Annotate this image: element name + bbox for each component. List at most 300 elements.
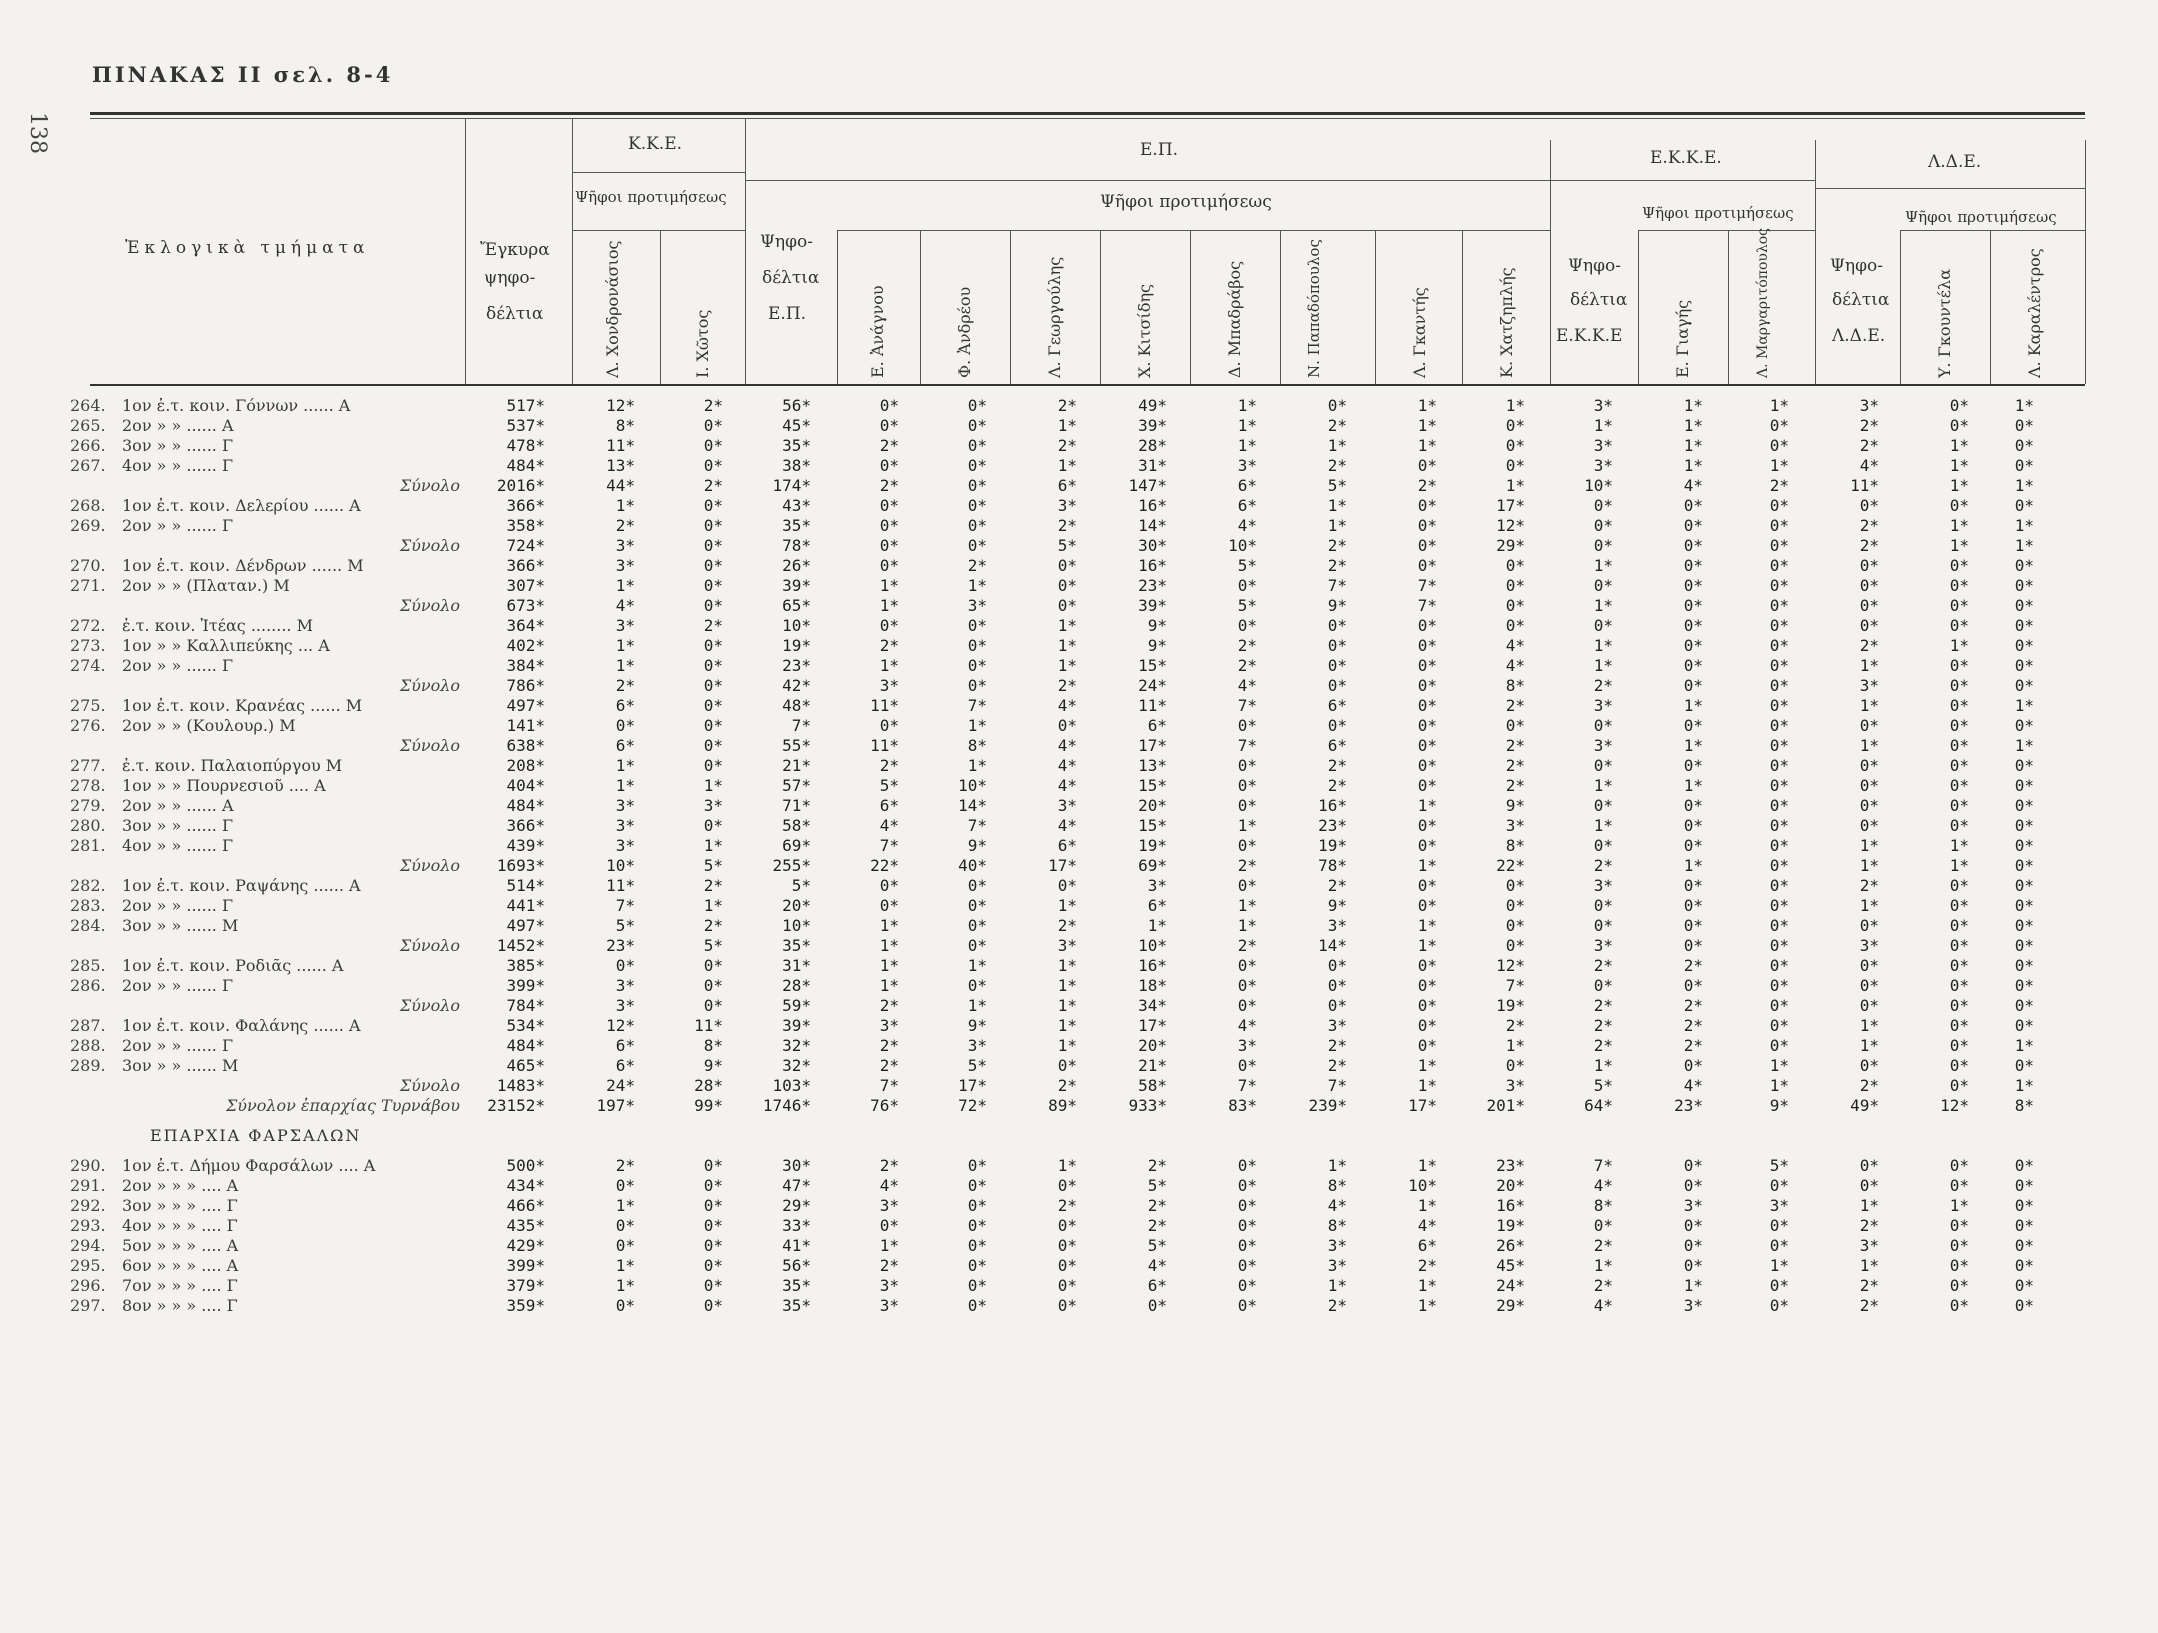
cell-value: 366* [506, 556, 545, 575]
cell-value: 2* [1237, 656, 1257, 675]
cell-value: 2* [1859, 1216, 1879, 1235]
cell-value: 0* [615, 1216, 635, 1235]
total-label: Σύνολο [399, 996, 460, 1015]
cell-value: 3* [1327, 1256, 1347, 1275]
cell-value: 0* [1683, 556, 1703, 575]
cell-value: 1* [1949, 836, 1969, 855]
cell-value: 0* [703, 636, 723, 655]
col-header-valid-1: Ἔγκυρα [480, 240, 550, 260]
cell-value: 14* [1318, 936, 1347, 955]
cell-value: 2* [879, 436, 899, 455]
cell-value: 3* [1593, 456, 1613, 475]
cell-value: 0* [1593, 836, 1613, 855]
cell-value: 0* [1949, 816, 1969, 835]
cell-value: 3* [1147, 876, 1167, 895]
cell-value: 56* [782, 1256, 811, 1275]
row-number [70, 936, 122, 956]
cell-value: 0* [1949, 1236, 1969, 1255]
cell-value: 0* [1683, 916, 1703, 935]
cell-value: 2* [703, 876, 723, 895]
cell-value: 9* [1147, 636, 1167, 655]
cell-value: 5* [1327, 476, 1347, 495]
cell-value: 1* [879, 936, 899, 955]
cell-value: 0* [1593, 496, 1613, 515]
cell-value: 0* [2014, 896, 2034, 915]
district-label: 1ον » » Καλλιπεύκης ... Α [122, 636, 330, 655]
cell-value: 0* [1505, 456, 1525, 475]
cell-value: 0* [1949, 976, 1969, 995]
cell-value: 933* [1128, 1096, 1167, 1115]
cell-value: 1* [1683, 1276, 1703, 1295]
cell-value: 35* [782, 516, 811, 535]
header-divider [465, 118, 466, 384]
cell-value: 0* [1237, 1236, 1257, 1255]
cell-value: 2* [1147, 1196, 1167, 1215]
cell-value: 0* [2014, 716, 2034, 735]
district-label: 1ον » » Πουρνεσιοῦ .... Α [122, 776, 326, 795]
cell-value: 0* [1327, 616, 1347, 635]
cell-value: 0* [2014, 996, 2034, 1015]
cell-value: 23152* [487, 1096, 545, 1115]
cell-value: 5* [1147, 1176, 1167, 1195]
cell-value: 0* [1949, 1056, 1969, 1075]
cell-value: 2* [1327, 1056, 1347, 1075]
results-table [70, 396, 2034, 1316]
cell-value: 8* [2014, 1096, 2034, 1115]
cell-value: 0* [1683, 1176, 1703, 1195]
cell-value: 0* [1859, 556, 1879, 575]
cell-value: 0* [2014, 976, 2034, 995]
cand-ep-4: Χ. Κιτσίδης [1135, 283, 1154, 378]
cell-value: 1* [1417, 1076, 1437, 1095]
cand-divider [1990, 230, 1991, 384]
cell-value: 1* [1057, 1036, 1077, 1055]
cell-value: 0* [2014, 856, 2034, 875]
cell-value: 2* [703, 616, 723, 635]
cell-value: 201* [1486, 1096, 1525, 1115]
cell-value: 0* [1237, 716, 1257, 735]
cell-value: 1* [1237, 416, 1257, 435]
header-divider [2085, 140, 2086, 384]
cell-value: 0* [1949, 596, 1969, 615]
cell-value: 0* [1593, 976, 1613, 995]
cell-value: 3* [615, 796, 635, 815]
cell-value: 0* [1237, 1276, 1257, 1295]
cell-value: 786* [506, 676, 545, 695]
district-label: 4ον » » » .... Γ [122, 1216, 238, 1235]
cell-value: 4* [1237, 676, 1257, 695]
cell-value: 0* [1505, 916, 1525, 935]
cell-value: 0* [703, 996, 723, 1015]
cell-value: 15* [1138, 776, 1167, 795]
cell-value: 0* [1593, 576, 1613, 595]
cell-value: 0* [1859, 816, 1879, 835]
row-number [70, 596, 122, 616]
cell-value: 17* [958, 1076, 987, 1095]
cell-value: 15* [1138, 656, 1167, 675]
cell-value: 72* [958, 1096, 987, 1115]
cell-value: 1* [1327, 1276, 1347, 1295]
district-label: 8ον » » » .... Γ [122, 1296, 238, 1315]
cell-value: 32* [782, 1036, 811, 1055]
cell-value: 103* [772, 1076, 811, 1095]
cell-value: 7* [967, 696, 987, 715]
cell-value: 2* [1683, 1036, 1703, 1055]
cell-value: 2* [1327, 556, 1347, 575]
cell-value: 0* [1769, 1176, 1789, 1195]
cell-value: 2* [1859, 1296, 1879, 1315]
cell-value: 0* [967, 536, 987, 555]
cell-value: 0* [703, 1276, 723, 1295]
cell-value: 0* [703, 736, 723, 755]
total-row [70, 1096, 2034, 1116]
cell-value: 6* [615, 1036, 635, 1055]
cell-value: 1* [2014, 396, 2034, 415]
cell-value: 1* [1505, 476, 1525, 495]
cell-value: 3* [1683, 1296, 1703, 1315]
cell-value: 1* [1683, 456, 1703, 475]
cell-value: 3* [1859, 936, 1879, 955]
cell-value: 29* [1496, 1296, 1525, 1315]
cell-value: 0* [1417, 636, 1437, 655]
row-number: 295. [70, 1256, 106, 1275]
cell-value: 3* [1057, 496, 1077, 515]
cell-value: 0* [1417, 676, 1437, 695]
cell-value: 0* [1057, 1236, 1077, 1255]
ep-pref: Ψῆφοι προτιμήσεως [1100, 192, 1272, 212]
cell-value: 0* [1327, 656, 1347, 675]
cell-value: 9* [703, 1056, 723, 1075]
total-label: Σύνολο [399, 536, 460, 555]
table-row [70, 1236, 2034, 1256]
cell-value: 0* [967, 616, 987, 635]
cell-value: 0* [2014, 776, 2034, 795]
cell-value: 1* [1859, 836, 1879, 855]
cell-value: 0* [1237, 1196, 1257, 1215]
cell-value: 0* [967, 976, 987, 995]
cell-value: 10* [958, 776, 987, 795]
cell-value: 0* [1949, 496, 1969, 515]
cand-divider [1638, 230, 1639, 384]
cell-value: 23* [1674, 1096, 1703, 1115]
cell-value: 0* [1949, 1156, 1969, 1175]
cell-value: 0* [1769, 536, 1789, 555]
cell-value: 3* [1327, 916, 1347, 935]
cell-value: 16* [1138, 496, 1167, 515]
header-bottom-rule [90, 384, 2085, 386]
cell-value: 0* [967, 916, 987, 935]
cell-value: 0* [2014, 796, 2034, 815]
cell-value: 0* [1683, 876, 1703, 895]
district-label: 2ον » » ...... Γ [122, 656, 234, 675]
cell-value: 141* [506, 716, 545, 735]
cell-value: 6* [615, 736, 635, 755]
table-row [70, 1216, 2034, 1236]
cell-value: 0* [1417, 736, 1437, 755]
cell-value: 57* [782, 776, 811, 795]
cell-value: 0* [1769, 896, 1789, 915]
district-label: 2ον » » (Κουλουρ.) Μ [122, 716, 296, 735]
lde-ballots-3: Λ.Δ.Ε. [1832, 326, 1886, 346]
cell-value: 6* [1327, 696, 1347, 715]
cell-value: 0* [1505, 596, 1525, 615]
cell-value: 364* [506, 616, 545, 635]
cell-value: 1* [1057, 996, 1077, 1015]
district-label: 2ον » » (Πλαταν.) Μ [122, 576, 290, 595]
cell-value: 0* [1237, 836, 1257, 855]
cell-value: 22* [1496, 856, 1525, 875]
cell-value: 1* [1327, 516, 1347, 535]
cell-value: 28* [694, 1076, 723, 1095]
cell-value: 20* [782, 896, 811, 915]
cell-value: 7* [1237, 696, 1257, 715]
table-row [70, 756, 2034, 776]
cell-value: 22* [870, 856, 899, 875]
cell-value: 366* [506, 496, 545, 515]
cell-value: 0* [1237, 776, 1257, 795]
ekke-ballots-3: Ε.Κ.Κ.Ε [1556, 326, 1623, 346]
total-row [70, 676, 2034, 696]
header-divider [745, 118, 746, 384]
cell-value: 1* [615, 576, 635, 595]
district-label: 1ον ἐ.τ. κοιν. Ροδιᾶς ...... Α [122, 956, 344, 975]
table-row [70, 1176, 2034, 1196]
cell-value: 0* [1859, 756, 1879, 775]
cell-value: 4* [1057, 736, 1077, 755]
cell-value: 0* [703, 576, 723, 595]
cell-value: 478* [506, 436, 545, 455]
cell-value: 0* [2014, 616, 2034, 635]
row-number: 290. [70, 1156, 106, 1175]
cell-value: 3* [1859, 1236, 1879, 1255]
cell-value: 69* [1138, 856, 1167, 875]
row-number [70, 856, 122, 876]
district-label: 1ον ἐ.τ. κοιν. Γόννων ...... Α [122, 396, 351, 415]
cell-value: 89* [1048, 1096, 1077, 1115]
cell-value: 0* [703, 536, 723, 555]
header-rule [572, 172, 745, 173]
cell-value: 9* [1147, 616, 1167, 635]
cell-value: 12* [606, 1016, 635, 1035]
cell-value: 1* [1057, 416, 1077, 435]
cell-value: 0* [1505, 416, 1525, 435]
cell-value: 0* [2014, 556, 2034, 575]
cand-divider [1010, 230, 1011, 384]
cell-value: 0* [1237, 1156, 1257, 1175]
cell-value: 0* [703, 1216, 723, 1235]
cell-value: 0* [1859, 596, 1879, 615]
cell-value: 3* [703, 796, 723, 815]
cell-value: 0* [1683, 576, 1703, 595]
cell-value: 0* [879, 716, 899, 735]
cell-value: 0* [1859, 496, 1879, 515]
cell-value: 0* [879, 1216, 899, 1235]
cell-value: 7* [1327, 576, 1347, 595]
cell-value: 2* [1859, 536, 1879, 555]
cell-value: 1* [1859, 896, 1879, 915]
cell-value: 0* [703, 656, 723, 675]
cell-value: 5* [1147, 1236, 1167, 1255]
cell-value: 2* [1505, 1016, 1525, 1035]
cell-value: 0* [1769, 1016, 1789, 1035]
cell-value: 58* [782, 816, 811, 835]
cell-value: 7* [1417, 596, 1437, 615]
cell-value: 7* [1593, 1156, 1613, 1175]
cell-value: 0* [1859, 776, 1879, 795]
row-number: 289. [70, 1056, 106, 1075]
cell-value: 2* [1057, 1076, 1077, 1095]
row-number: 297. [70, 1296, 106, 1315]
cell-value: 1* [615, 776, 635, 795]
cell-value: 40* [958, 856, 987, 875]
cell-value: 3* [1593, 396, 1613, 415]
cell-value: 0* [703, 716, 723, 735]
cell-value: 17* [1048, 856, 1077, 875]
row-number: 286. [70, 976, 106, 995]
cell-value: 1* [879, 976, 899, 995]
cell-value: 17* [1496, 496, 1525, 515]
lde-pref: Ψῆφοι προτιμήσεως [1905, 208, 2057, 226]
row-number [70, 736, 122, 756]
total-label: Σύνολο [399, 856, 460, 875]
cell-value: 0* [1949, 756, 1969, 775]
cell-value: 1* [703, 896, 723, 915]
cell-value: 1* [1417, 396, 1437, 415]
cell-value: 13* [606, 456, 635, 475]
row-number: 281. [70, 836, 106, 855]
cell-value: 5* [791, 876, 811, 895]
cell-value: 5* [1057, 536, 1077, 555]
cell-value: 76* [870, 1096, 899, 1115]
cell-value: 17* [1138, 736, 1167, 755]
lde-ballots-1: Ψηφο- [1830, 256, 1883, 276]
cell-value: 3* [1593, 436, 1613, 455]
cell-value: 3* [615, 536, 635, 555]
cell-value: 0* [879, 896, 899, 915]
table-row [70, 1276, 2034, 1296]
cell-value: 404* [506, 776, 545, 795]
cell-value: 4* [1593, 1176, 1613, 1195]
cell-value: 0* [1949, 776, 1969, 795]
cell-value: 1746* [762, 1096, 811, 1115]
cand-divider [1375, 230, 1376, 384]
cell-value: 359* [506, 1296, 545, 1315]
cell-value: 2* [1147, 1216, 1167, 1235]
cell-value: 0* [1237, 756, 1257, 775]
cell-value: 19* [1496, 1216, 1525, 1235]
cell-value: 1* [879, 576, 899, 595]
district-label: 3ον » » ...... Μ [122, 916, 239, 935]
cell-value: 1* [1683, 776, 1703, 795]
cell-value: 10* [1228, 536, 1257, 555]
cell-value: 497* [506, 916, 545, 935]
cell-value: 1* [1683, 696, 1703, 715]
cell-value: 5* [703, 856, 723, 875]
ep-ballots-3: Ε.Π. [768, 304, 807, 324]
cell-value: 1* [1859, 656, 1879, 675]
cell-value: 0* [1417, 996, 1437, 1015]
header-divider [1815, 140, 1816, 384]
cell-value: 49* [1138, 396, 1167, 415]
cell-value: 0* [1593, 516, 1613, 535]
cell-value: 0* [1949, 696, 1969, 715]
cell-value: 0* [2014, 1016, 2034, 1035]
cell-value: 6* [1237, 496, 1257, 515]
cell-value: 1* [615, 636, 635, 655]
cell-value: 0* [967, 496, 987, 515]
cell-value: 0* [1683, 656, 1703, 675]
cell-value: 1* [1417, 436, 1437, 455]
total-label: Σύνολο [399, 596, 460, 615]
cell-value: 78* [1318, 856, 1347, 875]
top-rule [90, 112, 2085, 115]
cell-value: 11* [606, 436, 635, 455]
page-number: 138 [25, 112, 50, 154]
cell-value: 1* [2014, 516, 2034, 535]
cell-value: 39* [1138, 596, 1167, 615]
cell-value: 1* [1949, 636, 1969, 655]
cell-value: 3* [615, 616, 635, 635]
header-rule [1550, 180, 1815, 181]
cell-value: 1* [1237, 816, 1257, 835]
cell-value: 0* [1769, 556, 1789, 575]
cell-value: 1* [615, 1256, 635, 1275]
cell-value: 31* [782, 956, 811, 975]
cell-value: 23* [1318, 816, 1347, 835]
party-ep: Ε.Π. [1140, 140, 1179, 160]
cell-value: 0* [1057, 1256, 1077, 1275]
cell-value: 0* [703, 676, 723, 695]
cell-value: 1* [1237, 896, 1257, 915]
cell-value: 12* [1940, 1096, 1969, 1115]
cell-value: 1* [1057, 616, 1077, 635]
cell-value: 0* [1769, 996, 1789, 1015]
cell-value: 0* [1769, 656, 1789, 675]
cell-value: 0* [703, 496, 723, 515]
cell-value: 0* [1859, 576, 1879, 595]
cell-value: 0* [1859, 796, 1879, 815]
cell-value: 0* [1417, 836, 1437, 855]
district-label: 1ον ἐ.τ. κοιν. Φαλάνης ...... Α [122, 1016, 361, 1035]
cell-value: 1* [1417, 916, 1437, 935]
row-number: 270. [70, 556, 106, 575]
cell-value: 21* [1138, 1056, 1167, 1075]
cell-value: 7* [615, 896, 635, 915]
cell-value: 0* [1769, 976, 1789, 995]
cell-value: 4* [1057, 816, 1077, 835]
header-rule [837, 230, 1550, 231]
cand-ep-1: Ε. Ἀνάγνου [868, 285, 887, 378]
cell-value: 39* [782, 576, 811, 595]
cell-value: 0* [1057, 876, 1077, 895]
cell-value: 0* [1949, 1016, 1969, 1035]
cell-value: 0* [703, 556, 723, 575]
cell-value: 0* [2014, 656, 2034, 675]
cell-value: 537* [506, 416, 545, 435]
cell-value: 0* [2014, 1176, 2034, 1195]
cell-value: 8* [703, 1036, 723, 1055]
cell-value: 0* [879, 556, 899, 575]
table-row [70, 656, 2034, 676]
row-number [70, 996, 122, 1016]
cell-value: 1* [967, 576, 987, 595]
cell-value: 0* [1949, 1296, 1969, 1315]
cell-value: 1* [1417, 796, 1437, 815]
cell-value: 2* [879, 996, 899, 1015]
section-header-row [70, 1116, 2034, 1156]
cell-value: 8* [1505, 836, 1525, 855]
cell-value: 35* [782, 1276, 811, 1295]
